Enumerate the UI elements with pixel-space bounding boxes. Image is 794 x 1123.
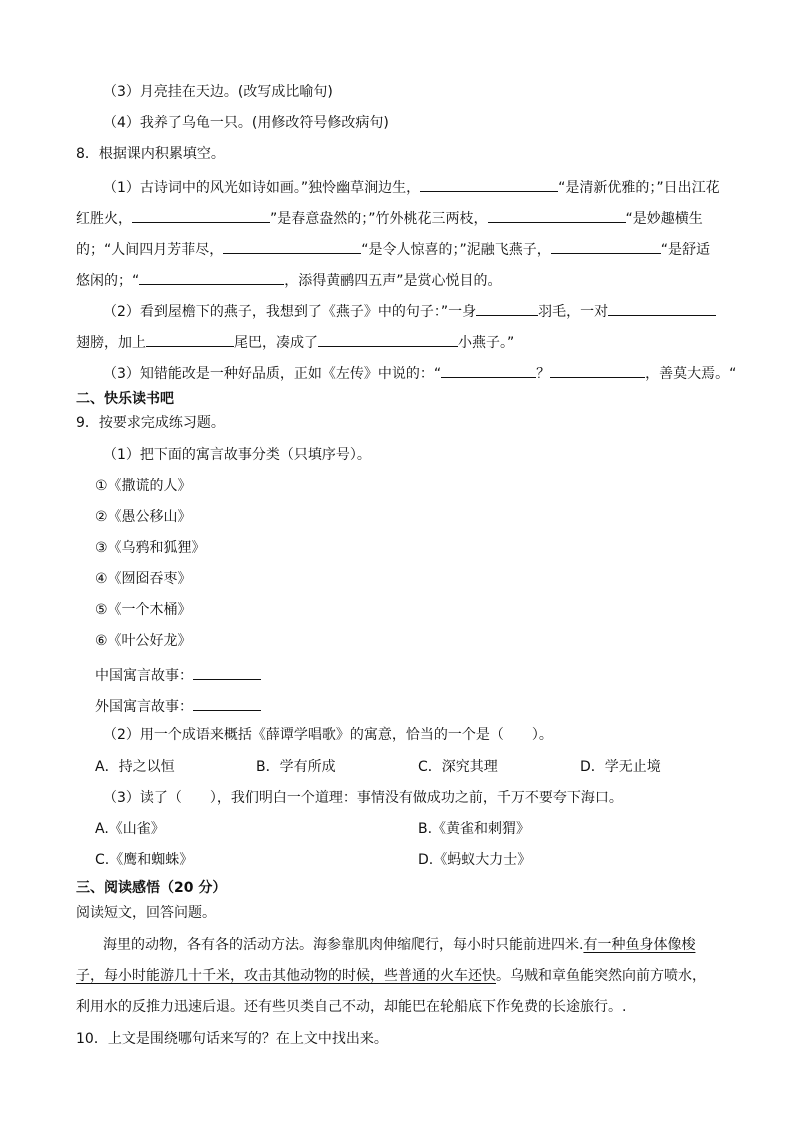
q8-p3-text: ，善莫大焉。“	[645, 366, 737, 382]
q8-p1-text: ，添得黄鹂四五声”是赏心悦目的。	[284, 273, 502, 289]
foreign-fable-label: 外国寓言故事：	[95, 699, 193, 715]
q8-p1-text: ”是春意盎然的；”竹外桃花三两枝，	[270, 211, 488, 227]
q8-p2-text: 羽毛，一对	[538, 304, 609, 320]
q8-p2-text: 小燕子。”	[458, 335, 515, 351]
story-item: ②《愚公移山》	[95, 509, 192, 525]
reading-instruction: 阅读短文，回答问题。	[76, 905, 216, 921]
answer-blank[interactable]	[476, 300, 538, 316]
option-b[interactable]: B.《黄雀和刺猬》	[418, 821, 531, 837]
q8-p1-text: “是清新优雅的；”日出江花	[558, 180, 720, 196]
q8-p3-text: （3）知错能改是一种好品质，正如《左传》中说的：“	[103, 366, 442, 382]
option-c[interactable]: C.《鹰和蜘蛛》	[95, 852, 194, 868]
chinese-fable-label: 中国寓言故事：	[95, 668, 193, 684]
q8-p3-line	[103, 362, 736, 383]
q7-item-4: （4）我养了乌龟一只。(用修改符号修改病句)	[103, 115, 389, 131]
story-item: ⑤《一个木桶》	[95, 602, 192, 618]
answer-blank[interactable]	[146, 331, 234, 347]
answer-blank[interactable]	[318, 331, 458, 347]
passage-line-1	[103, 936, 695, 954]
q8-p1-text: “是舒适	[660, 242, 711, 258]
q8-p1-line1	[103, 176, 720, 197]
answer-blank[interactable]	[441, 362, 536, 378]
answer-blank[interactable]	[550, 362, 645, 378]
section-3-heading: 三、阅读感悟（20 分）	[76, 880, 227, 896]
q8-p1-text: 红胜火，	[76, 211, 132, 227]
option-c[interactable]: C．深究其理	[418, 759, 498, 775]
q9-p3: （3）读了（ ），我们明白一个道理：事情没有做成功之前，千万不要夸下海口。	[103, 790, 623, 806]
q10-title: 10．上文是围绕哪句话来写的？在上文中找出来。	[76, 1031, 388, 1047]
q8-p2-line1	[103, 300, 716, 321]
answer-blank[interactable]	[132, 207, 270, 223]
answer-blank[interactable]	[193, 664, 261, 680]
q8-title: 8．根据课内积累填空。	[76, 146, 225, 162]
q8-p1-text: “是妙趣横生	[625, 211, 703, 227]
answer-blank[interactable]	[551, 238, 661, 254]
answer-blank[interactable]	[223, 238, 361, 254]
chinese-fable-row	[95, 664, 261, 685]
story-item: ④《囫囵吞枣》	[95, 571, 192, 587]
underlined-sentence: 有一种鱼身体像梭	[583, 937, 696, 953]
foreign-fable-row	[95, 695, 261, 716]
answer-blank[interactable]	[488, 207, 626, 223]
q7-item-3: （3）月亮挂在天边。(改写成比喻句)	[103, 84, 333, 100]
passage-line-3: 利用水的反推力迅速后退。还有些贝类自己不动，却能巴在轮船底下作免费的长途旅行。.	[76, 999, 627, 1015]
story-item: ③《乌鸦和狐狸》	[95, 540, 206, 556]
answer-blank[interactable]	[193, 695, 261, 711]
q8-p1-line2	[76, 207, 703, 228]
story-item: ①《撒谎的人》	[95, 478, 192, 494]
q9-p1: （1）把下面的寓言故事分类（只填序号）。	[103, 447, 371, 463]
q9-p2: （2）用一个成语来概括《薛谭学唱歌》的寓意，恰当的一个是（ ）。	[103, 727, 553, 743]
q8-p1-line3	[76, 238, 710, 259]
q9-title: 9．按要求完成练习题。	[76, 415, 225, 431]
option-d[interactable]: D.《蚂蚁大力士》	[418, 852, 532, 868]
option-a[interactable]: A．持之以恒	[95, 759, 175, 775]
section-2-heading: 二、快乐读书吧	[76, 391, 174, 407]
answer-blank[interactable]	[608, 300, 716, 316]
q8-p1-line4	[76, 269, 502, 290]
q8-p3-text: ？	[536, 366, 551, 382]
passage-text: 。乌贼和章鱼能突然向前方喷水，	[496, 968, 706, 984]
passage-text: 海里的动物，各有各的活动方法。海参靠肌肉伸缩爬行，每小时只能前进四米.	[103, 937, 584, 953]
q8-p2-line2	[76, 331, 514, 352]
q8-p1-text: （1）古诗词中的风光如诗如画。”独怜幽草涧边生，	[103, 180, 421, 196]
underlined-sentence: 子，每小时能游几十千米，攻击其他动物的时候，些普通的火车还快	[76, 968, 496, 984]
q8-p2-text: （2）看到屋檐下的燕子，我想到了《燕子》中的句子：”一身	[103, 304, 477, 320]
answer-blank[interactable]	[420, 176, 558, 192]
q8-p1-text: 的；“人间四月芳菲尽，	[76, 242, 224, 258]
passage-line-2	[76, 967, 706, 985]
option-a[interactable]: A.《山雀》	[95, 821, 165, 837]
option-b[interactable]: B．学有所成	[256, 759, 336, 775]
q8-p2-text: 尾巴，凑成了	[234, 335, 318, 351]
answer-blank[interactable]	[139, 269, 284, 285]
q8-p2-text: 翅膀，加上	[76, 335, 146, 351]
q8-p1-text: “是令人惊喜的；”泥融飞燕子，	[361, 242, 551, 258]
story-item: ⑥《叶公好龙》	[95, 633, 192, 649]
q8-p1-text: 悠闲的；“	[76, 273, 140, 289]
option-d[interactable]: D．学无止境	[580, 759, 661, 775]
